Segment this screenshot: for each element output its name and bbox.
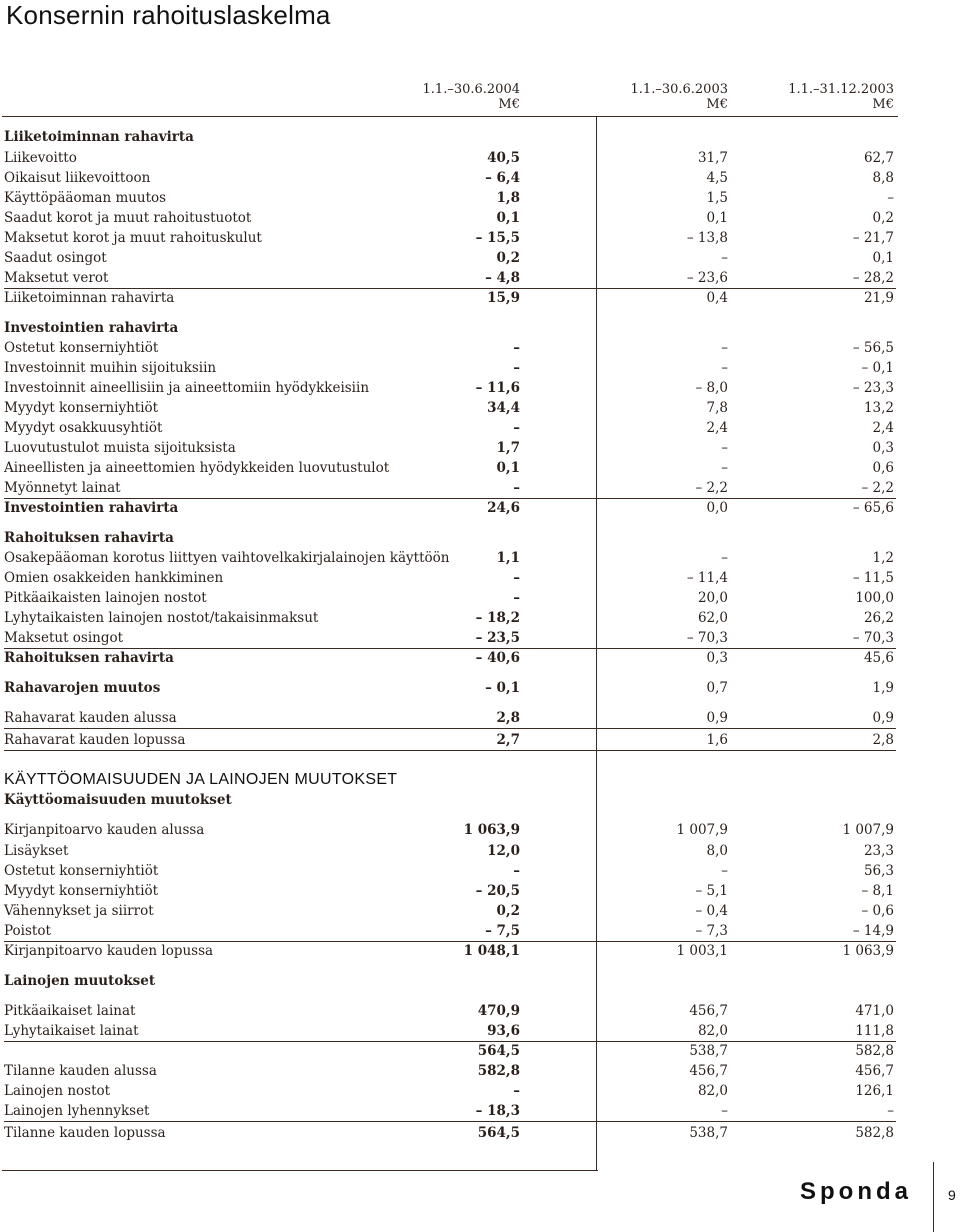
row-value-col1: 24,6 [487,500,520,516]
table-row [4,418,896,438]
row-label: Myönnetyt lainat [4,480,121,496]
table-row [4,188,896,208]
row-label: Lainojen lyhennykset [4,1103,150,1119]
table-row [4,208,896,228]
column-header-fy-2003 [788,82,894,112]
row-value-col1: – 20,5 [475,883,520,899]
table-row [4,438,896,458]
row-value-col1: 0,2 [496,250,520,266]
row-value-col3: 2,4 [872,420,894,436]
row-value-col3: 126,1 [855,1083,894,1099]
row-value-col2: – 8,0 [695,380,728,396]
row-value-col3: 8,8 [872,170,894,186]
row-label: Lyhytaikaisten lainojen nostot/takaisinmaksut [4,610,319,626]
row-label: Rahavarat kauden lopussa [4,732,186,748]
row-value-col1: – [513,863,520,879]
row-value-col1: – 18,3 [475,1103,520,1119]
row-value-col1: – [513,360,520,376]
row-value-col2: – 0,4 [695,903,728,919]
row-value-col2: 82,0 [697,1023,728,1039]
column-unit: M€ [498,97,520,112]
row-value-col2: – 70,3 [686,630,728,646]
row-value-col1: – [513,420,520,436]
table-row [4,528,896,548]
row-label: Ostetut konserniyhtiöt [4,340,159,356]
row-value-col2: 456,7 [689,1063,728,1079]
row-value-col2: 2,4 [706,420,728,436]
footer-divider [933,1162,934,1232]
row-label: Rahoituksen rahavirta [4,650,174,666]
row-value-col2: 1,5 [706,190,728,206]
row-label: Investoinnit aineellisiin ja aineettomiin hyödykkeisiin [4,380,370,396]
table-row [4,148,896,168]
row-value-col1: 12,0 [487,843,520,859]
row-value-col1: 1,1 [496,550,520,566]
row-value-col3: – 21,7 [852,230,894,246]
row-value-col3: 1,2 [872,550,894,566]
row-label: Lyhytaikaiset lainat [4,1023,139,1039]
row-value-col3: – 8,1 [861,883,894,899]
row-value-col1: – 15,5 [475,230,520,246]
loans-title-label: Lainojen muutokset [4,973,156,989]
table-row [4,820,896,840]
row-value-col2: 20,0 [697,590,728,606]
row-value-col3: – 65,6 [852,500,894,516]
row-label: Kirjanpitoarvo kauden alussa [4,822,205,838]
row-value-col2: – 5,1 [695,883,728,899]
row-label: Käyttöpääoman muutos [4,190,167,206]
row-value-col1: 1,7 [496,440,520,456]
row-value-col3: – [887,1103,894,1119]
header-rule [2,116,898,117]
row-value-col1: – 23,5 [475,630,520,646]
row-value-col3: – 14,9 [852,923,894,939]
table-row [4,248,896,268]
row-value-col2: – [721,360,728,376]
row-value-col3: – 28,2 [852,270,894,286]
row-value-col3: 456,7 [855,1063,894,1079]
row-value-col1: 93,6 [487,1023,520,1039]
row-value-col3: – 70,3 [852,630,894,646]
row-value-col2: 538,7 [689,1043,728,1059]
row-value-col1: 0,2 [496,903,520,919]
table-row [4,228,896,248]
row-value-col2: 0,4 [706,290,728,306]
row-label: Myydyt osakkuusyhtiöt [4,420,163,436]
row-value-col2: 538,7 [689,1125,728,1141]
row-value-col2: – [721,440,728,456]
column-unit: M€ [872,97,894,112]
row-value-col2: 0,0 [706,500,728,516]
row-label: Tilanne kauden alussa [4,1063,157,1079]
row-label: Maksetut osingot [4,630,124,646]
row-value-col1: 0,1 [496,460,520,476]
row-label: Liikevoitto [4,150,77,166]
row-label: Lisäykset [4,843,69,859]
row-value-col2: – 7,3 [695,923,728,939]
row-value-col3: – 0,6 [861,903,894,919]
row-label: Maksetut korot ja muut rahoituskulut [4,230,262,246]
row-value-col3: 1 063,9 [842,943,894,959]
row-value-col1: 0,1 [496,210,520,226]
row-value-col3: – 2,2 [861,480,894,496]
row-value-col1: 564,5 [477,1043,520,1059]
table-row [4,1021,896,1042]
page-title: Konsernin rahoituslaskelma [6,0,331,30]
table-row [4,338,896,358]
row-value-col3: 1,9 [872,680,894,696]
row-value-col1: 2,7 [496,732,520,748]
row-label: Liiketoiminnan rahavirta [4,129,194,145]
row-value-col1: 34,4 [487,400,520,416]
row-value-col1: – [513,340,520,356]
row-label: Rahoituksen rahavirta [4,530,174,546]
table-row [4,288,896,308]
row-value-col3: – 56,5 [852,340,894,356]
row-label: Pitkäaikaisten lainojen nostot [4,590,207,606]
row-value-col3: 0,1 [872,250,894,266]
row-value-col3: – 0,1 [861,360,894,376]
row-value-col2: – 11,4 [686,570,728,586]
row-value-col3: 62,7 [863,150,894,166]
row-value-col3: – 23,3 [852,380,894,396]
row-value-col2: – [721,1103,728,1119]
row-value-col3: 1 007,9 [842,822,894,838]
row-label: Rahavarat kauden alussa [4,710,177,726]
row-value-col1: – [513,480,520,496]
row-value-col2: 0,9 [706,710,728,726]
table-row [4,1041,896,1061]
row-label: Liiketoiminnan rahavirta [4,290,175,306]
table-row [4,268,896,289]
row-value-col2: – [721,460,728,476]
row-value-col1: 1 048,1 [463,943,520,959]
column-header-h1-2003 [631,82,728,112]
table-row [4,127,896,147]
row-value-col3: 26,2 [863,610,894,626]
row-label: Vähennykset ja siirrot [4,903,154,919]
row-value-col1: 40,5 [487,150,520,166]
row-value-col3: 0,2 [872,210,894,226]
row-value-col2: – 13,8 [686,230,728,246]
row-value-col2: 0,7 [706,680,728,696]
row-value-col1: – [513,590,520,606]
row-value-col1: – 40,6 [475,650,520,666]
row-value-col3: 582,8 [855,1043,894,1059]
row-value-col2: 8,0 [706,843,728,859]
bottom-rule [2,1170,598,1171]
row-value-col3: 0,9 [872,710,894,726]
row-value-col1: – 4,8 [485,270,520,286]
column-period: 1.1.–31.12.2003 [788,82,894,97]
row-label: Investointien rahavirta [4,320,179,336]
row-label: Lainojen nostot [4,1083,111,1099]
row-value-col2: – 2,2 [695,480,728,496]
row-label: Saadut korot ja muut rahoitustuotot [4,210,252,226]
row-label: Tilanne kauden lopussa [4,1125,166,1141]
row-label: Kirjanpitoarvo kauden lopussa [4,943,214,959]
row-value-col1: 1,8 [496,190,520,206]
row-value-col1: 15,9 [487,290,520,306]
brand-logo: Sponda [800,1178,912,1205]
row-label: Saadut osingot [4,250,107,266]
row-value-col1: – 18,2 [475,610,520,626]
row-label: Ostetut konserniyhtiöt [4,863,159,879]
table-row [4,921,896,942]
row-label: Investointien rahavirta [4,500,179,516]
row-value-col3: – 11,5 [852,570,894,586]
table-row [4,168,896,188]
table-row [4,901,896,921]
row-value-col2: – [721,250,728,266]
row-label: Myydyt konserniyhtiöt [4,883,159,899]
row-label: Pitkäaikaiset lainat [4,1003,136,1019]
column-header-h1-2004 [423,82,520,112]
table-row [4,730,896,751]
row-value-col2: 31,7 [697,150,728,166]
row-label: Osakepääoman korotus liittyen vaihtovelkakirjalainojen käyttöön [4,550,450,566]
row-label: Maksetut verot [4,270,109,286]
table-row [4,1001,896,1021]
row-value-col1: – 6,4 [485,170,520,186]
row-value-col2: – 23,6 [686,270,728,286]
table-row [4,398,896,418]
page-number: 9 [948,1187,956,1203]
row-value-col1: – 11,6 [475,380,520,396]
row-value-col1: – [513,1083,520,1099]
row-value-col2: – [721,340,728,356]
table-row [4,861,896,881]
row-value-col2: 4,5 [706,170,728,186]
column-period: 1.1.–30.6.2003 [630,82,728,97]
row-value-col1: 582,8 [477,1063,520,1079]
row-value-col1: 564,5 [477,1125,520,1141]
table-row [4,708,896,729]
row-value-col2: 0,1 [706,210,728,226]
row-value-col2: 82,0 [697,1083,728,1099]
row-value-col2: 1 003,1 [676,943,728,959]
row-label: Oikaisut liikevoittoon [4,170,151,186]
section-title: KÄYTTÖOMAISUUDEN JA LAINOJEN MUUTOKSET [4,771,398,788]
row-value-col2: 456,7 [689,1003,728,1019]
row-value-col3: 23,3 [863,843,894,859]
table-row [4,1123,896,1143]
row-value-col1: – 0,1 [485,680,520,696]
row-value-col3: 471,0 [855,1003,894,1019]
row-value-col1: 470,9 [477,1003,520,1019]
table-row [4,358,896,378]
row-value-col3: 111,8 [855,1023,894,1039]
row-value-col2: 62,0 [697,610,728,626]
table-row [4,458,896,478]
table-row [4,1081,896,1101]
subtitle-label: Käyttöomaisuuden muutokset [4,792,232,808]
row-label: Luovutustulot muista sijoituksista [4,440,236,456]
row-value-col2: 1,6 [706,732,728,748]
table-row [4,318,896,338]
row-value-col2: 1 007,9 [676,822,728,838]
row-value-col3: 45,6 [863,650,894,666]
table-row [4,498,896,518]
column-unit: M€ [706,97,728,112]
row-value-col3: 0,6 [872,460,894,476]
row-label: Myydyt konserniyhtiöt [4,400,159,416]
row-value-col2: – [721,863,728,879]
row-label: Investoinnit muihin sijoituksiin [4,360,217,376]
row-value-col2: 0,3 [706,650,728,666]
table-row [4,1061,896,1081]
row-value-col3: – [887,190,894,206]
table-row [4,1101,896,1122]
row-value-col2: 7,8 [706,400,728,416]
row-value-col3: 0,3 [872,440,894,456]
row-value-col3: 582,8 [855,1125,894,1141]
table-row [4,941,896,961]
table-row [4,568,896,588]
table-row [4,678,896,698]
row-label: Poistot [4,923,51,939]
table-row [4,628,896,649]
row-value-col3: 100,0 [855,590,894,606]
row-label: Omien osakkeiden hankkiminen [4,570,224,586]
row-value-col3: 21,9 [863,290,894,306]
row-value-col2: – [721,550,728,566]
table-row [4,378,896,398]
row-value-col1: 1 063,9 [463,822,520,838]
row-value-col1: – [513,570,520,586]
table-row [4,478,896,499]
table-row [4,548,896,568]
loans-title [4,971,896,991]
row-value-col1: 2,8 [496,710,520,726]
row-label: Rahavarojen muutos [4,680,161,696]
table-row [4,881,896,901]
row-label: Aineellisten ja aineettomien hyödykkeiden luovutustulot [4,460,390,476]
row-value-col3: 56,3 [863,863,894,879]
row-value-col1: – 7,5 [485,923,520,939]
table-row [4,841,896,861]
section-subtitle [4,790,896,810]
column-period: 1.1.–30.6.2004 [422,82,520,97]
row-value-col3: 2,8 [872,732,894,748]
table-row [4,608,896,628]
table-row [4,648,896,668]
table-row [4,588,896,608]
row-value-col3: 13,2 [863,400,894,416]
